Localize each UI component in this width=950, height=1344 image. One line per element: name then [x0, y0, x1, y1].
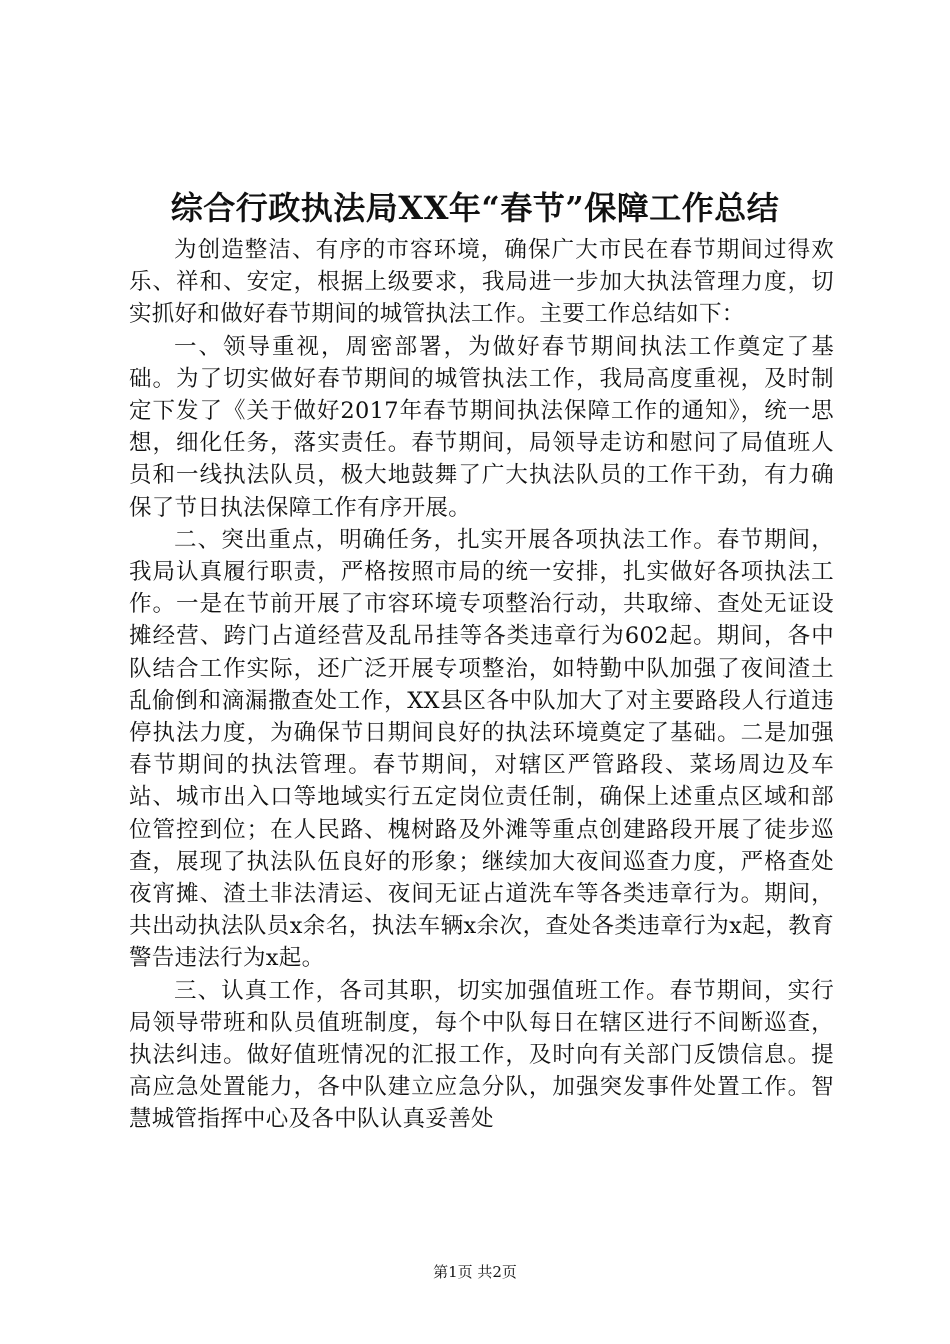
- paragraph-section-2: 二、突出重点，明确任务，扎实开展各项执法工作。春节期间，我局认真履行职责，严格按照市局的统一安排，扎实做好各项执法工作。一是在节前开展了市容环境专项整治行动，共取缔、查处无证设摊经营、跨门占道经营及乱吊挂等各类违章行为602起。期间，各中队结合工作实际，还广泛开展专项整治，如特勤中队加强了夜间渣土乱偷倒和滴漏撒查处工作，XX县区各中队加大了对主要路段人行道违停执法力度，为确保节日期间良好的执法环境奠定了基础。二是加强春节期间的执法管理。春节期间，对辖区严管路段、菜场周边及车站、城市出入口等地域实行五定岗位责任制，确保上述重点区域和部位管控到位；在人民路、槐树路及外滩等重点创建路段开展了徒步巡查，展现了执法队伍良好的形象；继续加大夜间巡查力度，严格查处夜宵摊、渣土非法清运、夜间无证占道洗车等各类违章行为。期间，共出动执法队员x余名，执法车辆x余次，查处各类违章行为x起，教育警告违法行为x起。: [129, 526, 834, 972]
- document-title: 综合行政执法局XX年“春节”保障工作总结: [170, 189, 780, 227]
- paragraph-section-3: 三、认真工作，各司其职，切实加强值班工作。春节期间，实行局领导带班和队员值班制度，每个中队每日在辖区进行不间断巡查，执法纠违。做好值班情况的汇报工作，及时向有关部门反馈信息。提高应急处置能力，各中队建立应急分队，加强突发事件处置工作。智慧城管指挥中心及各中队认真妥善处: [129, 977, 834, 1133]
- paragraph-section-1: 一、领导重视，周密部署，为做好春节期间执法工作奠定了基础。为了切实做好春节期间的城管执法工作，我局高度重视，及时制定下发了《关于做好2017年春节期间执法保障工作的通知》，统一思想，细化任务，落实责任。春节期间，局领导走访和慰问了局值班人员和一线执法队员，极大地鼓舞了广大执法队员的工作干劲，有力确保了节日执法保障工作有序开展。: [129, 333, 834, 521]
- paragraph-intro: 为创造整洁、有序的市容环境，确保广大市民在春节期间过得欢乐、祥和、安定，根据上级要求，我局进一步加大执法管理力度，切实抓好和做好春节期间的城管执法工作。主要工作总结如下：: [129, 237, 834, 328]
- document-body: [129, 234, 834, 1136]
- page-number-footer: 第1页 共2页: [433, 1263, 517, 1281]
